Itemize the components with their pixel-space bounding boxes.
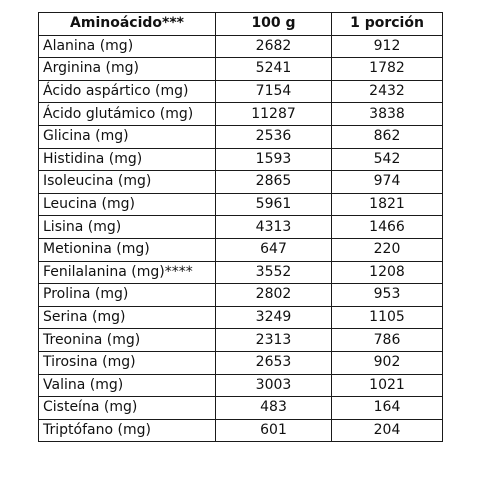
value-per-portion: 786 [332,329,443,352]
amino-acid-name: Glicina (mg) [39,125,216,148]
value-per-portion: 1021 [332,374,443,397]
value-per-portion: 1821 [332,193,443,216]
amino-acid-name: Fenilalanina (mg)**** [39,261,216,284]
table-header [39,13,443,36]
amino-acid-name: Histidina (mg) [39,148,216,171]
value-per-100g: 3003 [216,374,332,397]
amino-acid-name: Cisteína (mg) [39,397,216,420]
header-row [39,13,443,36]
value-per-100g: 647 [216,238,332,261]
header-per-portion: 1 porción [332,13,443,36]
amino-acid-name: Treonina (mg) [39,329,216,352]
table-row [39,306,443,329]
amino-acid-name: Ácido aspártico (mg) [39,80,216,103]
value-per-100g: 2653 [216,351,332,374]
table-row [39,148,443,171]
value-per-portion: 2432 [332,80,443,103]
value-per-portion: 974 [332,171,443,194]
value-per-100g: 601 [216,419,332,442]
table-row [39,397,443,420]
table-row [39,80,443,103]
table-row [39,125,443,148]
amino-acid-name: Alanina (mg) [39,35,216,58]
table-row [39,238,443,261]
value-per-100g: 3249 [216,306,332,329]
value-per-portion: 164 [332,397,443,420]
value-per-portion: 1466 [332,216,443,239]
value-per-portion: 220 [332,238,443,261]
table-body [39,35,443,442]
value-per-100g: 5961 [216,193,332,216]
value-per-100g: 2313 [216,329,332,352]
table-row [39,374,443,397]
table-row [39,171,443,194]
amino-acid-name: Triptófano (mg) [39,419,216,442]
value-per-100g: 3552 [216,261,332,284]
value-per-100g: 7154 [216,80,332,103]
table-row [39,284,443,307]
value-per-100g: 1593 [216,148,332,171]
value-per-100g: 2682 [216,35,332,58]
value-per-portion: 902 [332,351,443,374]
value-per-portion: 1208 [332,261,443,284]
value-per-portion: 542 [332,148,443,171]
value-per-100g: 4313 [216,216,332,239]
table-row [39,329,443,352]
value-per-100g: 5241 [216,58,332,81]
value-per-100g: 2865 [216,171,332,194]
value-per-100g: 2536 [216,125,332,148]
amino-acid-name: Prolina (mg) [39,284,216,307]
value-per-100g: 2802 [216,284,332,307]
table-row [39,419,443,442]
amino-acid-name: Metionina (mg) [39,238,216,261]
amino-acid-name: Ácido glutámico (mg) [39,103,216,126]
table-row [39,193,443,216]
table-row [39,351,443,374]
amino-acid-name: Leucina (mg) [39,193,216,216]
amino-acid-name: Tirosina (mg) [39,351,216,374]
value-per-portion: 1105 [332,306,443,329]
table-row [39,58,443,81]
value-per-portion: 912 [332,35,443,58]
amino-acid-name: Arginina (mg) [39,58,216,81]
value-per-100g: 11287 [216,103,332,126]
value-per-portion: 862 [332,125,443,148]
header-amino-acid: Aminoácido*** [39,13,216,36]
table-row [39,216,443,239]
value-per-portion: 953 [332,284,443,307]
table-row [39,261,443,284]
table-row [39,103,443,126]
value-per-100g: 483 [216,397,332,420]
amino-acid-table [38,12,443,442]
amino-acid-name: Lisina (mg) [39,216,216,239]
value-per-portion: 3838 [332,103,443,126]
value-per-portion: 1782 [332,58,443,81]
value-per-portion: 204 [332,419,443,442]
amino-acid-name: Isoleucina (mg) [39,171,216,194]
table-row [39,35,443,58]
amino-acid-name: Valina (mg) [39,374,216,397]
amino-acid-name: Serina (mg) [39,306,216,329]
header-per-100g: 100 g [216,13,332,36]
